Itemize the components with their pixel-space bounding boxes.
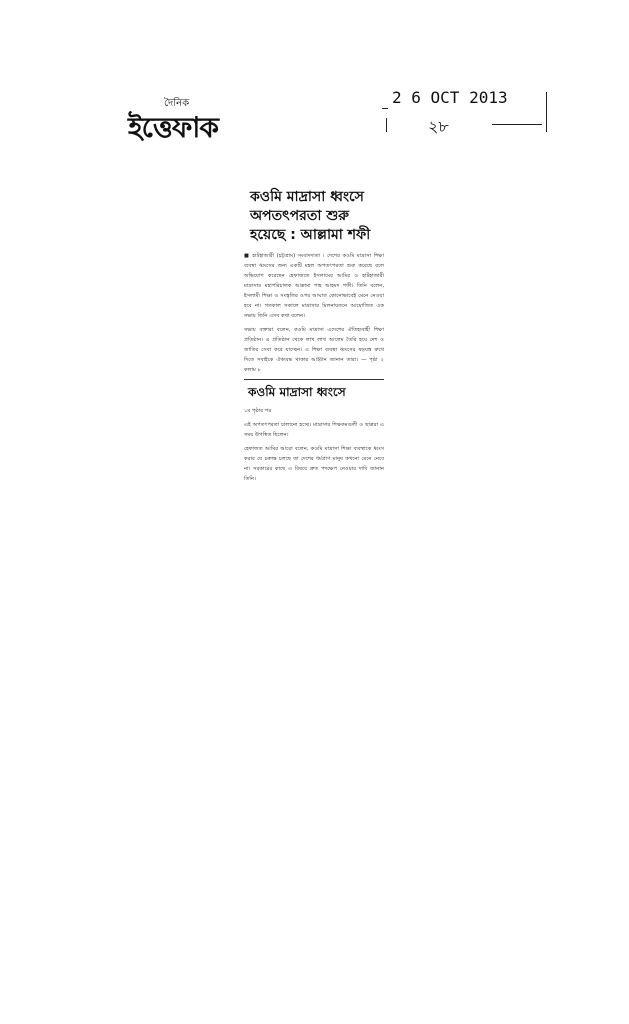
headline-line-1: কওমি মাদ্রাসা ধ্বংসে (250, 189, 364, 205)
masthead-name: ইত্তেফাক (128, 111, 219, 144)
stamp-tick (382, 108, 388, 109)
stamp-bracket-right (546, 92, 547, 132)
stamp-date: 2 6 OCT 2013 (392, 88, 508, 107)
stamp-bracket-left (386, 118, 387, 132)
article-paragraph-2: সভায় বক্তারা বলেন, কওমি মাদ্রাসা এদেশের ঐতিহ্যবাহী শিক্ষা প্রতিষ্ঠান। এ প্রতিষ্ঠান থেকে লাখ লাখ আলেম তৈরি হয়ে দেশ ও জাতির সেবা করে যাচ্ছেন। এ শিক্ষা ব্যবস্থা ধ্বংসের ষড়যন্ত্র রুখে দিতে সবাইকে ঐক্যবদ্ধ থাকার আহ্বান জানান তারা। — পৃষ্ঠা ২ কলাম ৮ (244, 327, 384, 373)
headline-line-3: হয়েছে : আল্লামা শফী (250, 227, 371, 243)
headline-line-2: অপতৎপরতা শুরু (250, 208, 350, 224)
section-divider (244, 379, 384, 380)
article-headline (250, 188, 384, 245)
article-paragraph-4: হেফাজত আমির আরো বলেন, কওমি মাদ্রাসা শিক্ষা ব্যবস্থাকে ধ্বংস করার যে চক্রান্ত চলছে তা দেশের ধর্মপ্রাণ মানুষ কখনো মেনে নেবে না। সরকারের কাছে এ বিষয়ে দ্রুত পদক্ষেপ নেওয়ার দাবি জানান তিনি। (244, 446, 384, 482)
stamp-rule (492, 124, 542, 125)
continuation-headline: কওমি মাদ্রাসা ধ্বংসে (248, 385, 346, 399)
news-clipping (244, 188, 384, 488)
stamp-page: ২৮ (428, 117, 449, 136)
continuation-ref: ১ম পৃষ্ঠার পর (244, 408, 272, 414)
masthead-small-label: দৈনিক (164, 98, 190, 109)
article-body (244, 251, 384, 375)
date-stamp (382, 82, 550, 140)
article-paragraph-1: ■ হাটহাজারী (চট্টগ্রাম) সংবাদদাতা । দেশের কওমি মাদ্রাসা শিক্ষা ব্যবস্থা ধ্বংসের জন্য একটি মহল অপতৎপরতা শুরু করেছে বলে অভিযোগ করেছেন হেফাজতে ইসলামের আমির ও হাটহাজারী মাদ্রাসার মহাপরিচালক আল্লামা শাহ আহমদ শফী। তিনি বলেন, ইসলামী শিক্ষা ও সংস্কৃতির ওপর আঘাত কোনোভাবেই মেনে নেওয়া হবে না। গতকাল সকালে মাদ্রাসার মিলনায়তনে আয়োজিত এক সভায় তিনি এসব কথা বলেন। (244, 253, 384, 319)
continuation-body (244, 406, 384, 484)
article-paragraph-3: এই অপতৎপরতা চালানো হচ্ছে। মাদ্রাসার শিক্ষকমণ্ডলী ও ছাত্ররা এ সময় উপস্থিত ছিলেন। (244, 422, 384, 438)
